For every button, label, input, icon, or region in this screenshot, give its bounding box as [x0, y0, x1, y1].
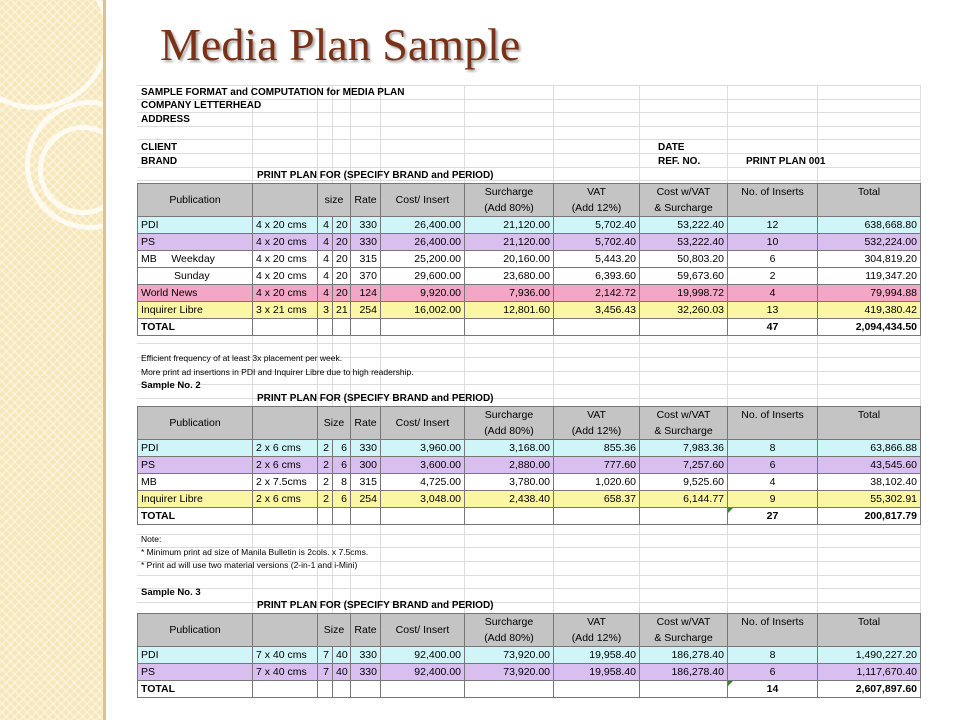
col-vat [554, 407, 640, 440]
cell-inserts: 6 [728, 251, 818, 268]
table-row [138, 664, 921, 681]
note-line: Note: [141, 534, 162, 544]
cell-publication: PS [138, 664, 253, 681]
cell-surcharge: 2,880.00 [465, 457, 554, 474]
cell-vat: 6,393.60 [554, 268, 640, 285]
col-no-of-inserts: No. of Inserts [728, 407, 818, 440]
col-vat-line1: VAT [587, 409, 606, 421]
cell-inserts: 8 [728, 647, 818, 664]
cell-vat: 19,958.40 [554, 647, 640, 664]
cell-rate: 315 [351, 474, 381, 491]
col-vat-line1: VAT [587, 186, 606, 198]
cell-inserts: 4 [728, 474, 818, 491]
cell-cost: 25,200.00 [381, 251, 465, 268]
col-blank [253, 407, 318, 440]
cell-cost-w-vat: 32,260.03 [640, 302, 728, 319]
print-plan-label-3: PRINT PLAN FOR (SPECIFY BRAND and PERIOD) [257, 600, 494, 611]
col-cost-insert: Cost/ Insert [381, 407, 465, 440]
cell-cost-w-vat: 9,525.60 [640, 474, 728, 491]
gridline-horizontal [137, 85, 920, 86]
col-total: Total [818, 407, 921, 440]
col-size: size [318, 184, 351, 217]
cell-cost-w-vat: 186,278.40 [640, 664, 728, 681]
table-row [138, 268, 921, 285]
col-surcharge-line2: (Add 80%) [484, 425, 534, 437]
cell-cols: 4 [318, 285, 333, 302]
gridline-horizontal [137, 534, 920, 535]
cell-inserts: 4 [728, 285, 818, 302]
cell-publication: PS [138, 234, 253, 251]
gridline-horizontal [137, 384, 920, 385]
cell-total: 55,302.91 [818, 491, 921, 508]
table-header-row [138, 407, 921, 440]
col-cost-w-vat-line1: Cost w/VAT [656, 616, 711, 628]
cell-surcharge: 20,160.00 [465, 251, 554, 268]
col-surcharge-line1: Surcharge [484, 616, 534, 628]
col-no-of-inserts: No. of Inserts [728, 184, 818, 217]
col-no-of-inserts: No. of Inserts [728, 614, 818, 647]
col-vat-line2: (Add 12%) [571, 632, 622, 644]
cell-height: 40 [333, 647, 351, 664]
cell-cost-w-vat: 59,673.60 [640, 268, 728, 285]
cell-cols: 7 [318, 647, 333, 664]
col-cost-insert: Cost/ Insert [381, 614, 465, 647]
cell-size: 2 x 6 cms [253, 457, 318, 474]
cell-size: 2 x 7.5cms [253, 474, 318, 491]
cell-inserts: 2 [728, 268, 818, 285]
cell-publication: PS [138, 457, 253, 474]
cell-cols: 4 [318, 217, 333, 234]
cell-vat: 855.36 [554, 440, 640, 457]
cell-vat: 777.60 [554, 457, 640, 474]
col-cost-w-vat-line1: Cost w/VAT [656, 186, 711, 198]
cell-surcharge: 73,920.00 [465, 647, 554, 664]
cell-publication: PDI [138, 440, 253, 457]
cell-vat: 1,020.60 [554, 474, 640, 491]
cell-height: 8 [333, 474, 351, 491]
cell-vat: 5,443.20 [554, 251, 640, 268]
cell-publication: Inquirer Libre [138, 491, 253, 508]
cell-cost: 92,400.00 [381, 664, 465, 681]
gridline-horizontal [137, 180, 920, 181]
cell-cost: 3,960.00 [381, 440, 465, 457]
table-row [138, 491, 921, 508]
swirl-ornament [38, 125, 128, 215]
col-surcharge [465, 614, 554, 647]
cell-inserts: 9 [728, 491, 818, 508]
table-row [138, 251, 921, 268]
ref-no-label: REF. NO. [658, 156, 701, 167]
col-vat-line2: (Add 12%) [571, 202, 622, 214]
gridline-horizontal [137, 139, 920, 140]
header-line-1: SAMPLE FORMAT and COMPUTATION for MEDIA PLAN [141, 87, 405, 98]
col-vat-line1: VAT [587, 616, 606, 628]
cell-surcharge: 73,920.00 [465, 664, 554, 681]
cell-vat: 658.37 [554, 491, 640, 508]
cell-cost-w-vat: 53,222.40 [640, 234, 728, 251]
cell-height: 20 [333, 234, 351, 251]
cell-cols: 4 [318, 251, 333, 268]
decorative-side-panel [0, 0, 106, 720]
media-plan-table-2 [137, 406, 921, 525]
gridline-horizontal [137, 112, 920, 113]
cell-cost: 26,400.00 [381, 234, 465, 251]
cell-size: 7 x 40 cms [253, 664, 318, 681]
col-cost-w-vat-line2: & Surcharge [654, 202, 713, 214]
cell-size: 4 x 20 cms [253, 217, 318, 234]
cell-surcharge: 23,680.00 [465, 268, 554, 285]
cell-cost: 3,048.00 [381, 491, 465, 508]
cell-cost: 92,400.00 [381, 647, 465, 664]
swirl-ornament [0, 0, 110, 110]
cell-inserts: 12 [728, 217, 818, 234]
col-publication: Publication [138, 407, 253, 440]
grand-total: 200,817.79 [818, 508, 921, 525]
brand-label: BRAND [141, 156, 178, 167]
cell-height: 20 [333, 251, 351, 268]
cell-cost-w-vat: 7,983.36 [640, 440, 728, 457]
cell-cost: 9,920.00 [381, 285, 465, 302]
cell-height: 6 [333, 440, 351, 457]
col-surcharge [465, 184, 554, 217]
cell-total: 1,490,227.20 [818, 647, 921, 664]
cell-cost-w-vat: 53,222.40 [640, 217, 728, 234]
total-row [138, 508, 921, 525]
gridline-vertical [920, 85, 921, 699]
table-row [138, 440, 921, 457]
cell-total: 304,819.20 [818, 251, 921, 268]
gridline-horizontal [137, 575, 920, 576]
table-row [138, 234, 921, 251]
col-vat [554, 614, 640, 647]
cell-publication: PDI [138, 647, 253, 664]
cell-cost-w-vat: 186,278.40 [640, 647, 728, 664]
cell-height: 20 [333, 217, 351, 234]
cell-height: 6 [333, 491, 351, 508]
cell-total: 119,347.20 [818, 268, 921, 285]
gridline-horizontal [137, 153, 920, 154]
cell-height: 40 [333, 664, 351, 681]
cell-rate: 370 [351, 268, 381, 285]
cell-surcharge: 2,438.40 [465, 491, 554, 508]
sample-2-label: Sample No. 2 [141, 380, 201, 391]
cell-inserts: 6 [728, 664, 818, 681]
cell-inserts: 8 [728, 440, 818, 457]
cell-vat: 5,702.40 [554, 234, 640, 251]
cell-cost: 16,002.00 [381, 302, 465, 319]
date-label: DATE [658, 142, 685, 153]
gridline-vertical [727, 85, 728, 699]
client-label: CLIENT [141, 142, 178, 153]
cell-size: 3 x 21 cms [253, 302, 318, 319]
cell-surcharge: 21,120.00 [465, 217, 554, 234]
gridline-horizontal [137, 398, 920, 399]
gridline-vertical [252, 85, 253, 699]
col-publication: Publication [138, 184, 253, 217]
cell-cols: 4 [318, 268, 333, 285]
col-publication: Publication [138, 614, 253, 647]
table-row [138, 285, 921, 302]
cell-rate: 330 [351, 647, 381, 664]
cell-cost-w-vat: 50,803.20 [640, 251, 728, 268]
cell-total: 638,668.80 [818, 217, 921, 234]
note-line: Efficient frequency of at least 3x placement per week. [141, 353, 343, 363]
col-cost-w-vat [640, 614, 728, 647]
cell-total: 43,545.60 [818, 457, 921, 474]
cell-surcharge: 12,801.60 [465, 302, 554, 319]
cell-publication: PDI [138, 217, 253, 234]
table-row [138, 302, 921, 319]
cell-cols: 2 [318, 457, 333, 474]
cell-inserts: 10 [728, 234, 818, 251]
cell-total: 1,117,670.40 [818, 664, 921, 681]
gridline-vertical [639, 85, 640, 699]
cell-size: 2 x 6 cms [253, 440, 318, 457]
header-line-2: COMPANY LETTERHEAD [141, 100, 262, 111]
cell-vat: 5,702.40 [554, 217, 640, 234]
col-total: Total [818, 614, 921, 647]
cell-size: 7 x 40 cms [253, 647, 318, 664]
col-vat [554, 184, 640, 217]
total-row [138, 319, 921, 336]
cell-size: 4 x 20 cms [253, 285, 318, 302]
slide-title: Media Plan Sample [160, 19, 521, 70]
cell-publication: MB Weekday [138, 251, 253, 268]
cell-inserts: 13 [728, 302, 818, 319]
col-rate: Rate [351, 407, 381, 440]
col-surcharge-line1: Surcharge [484, 186, 534, 198]
print-plan-number: PRINT PLAN 001 [746, 156, 826, 167]
grand-total: 2,607,897.60 [818, 681, 921, 698]
print-plan-label-1: PRINT PLAN FOR (SPECIFY BRAND and PERIOD) [257, 170, 494, 181]
col-cost-w-vat [640, 184, 728, 217]
cell-vat: 2,142.72 [554, 285, 640, 302]
col-size: Size [318, 614, 351, 647]
col-rate: Rate [351, 184, 381, 217]
col-blank [253, 184, 318, 217]
cell-total: 63,866.88 [818, 440, 921, 457]
cell-size: 2 x 6 cms [253, 491, 318, 508]
col-cost-w-vat [640, 407, 728, 440]
cell-total: 532,224.00 [818, 234, 921, 251]
total-inserts: 47 [728, 319, 818, 336]
table-header-row [138, 184, 921, 217]
table-row [138, 457, 921, 474]
cell-cols: 3 [318, 302, 333, 319]
note-line: * Minimum print ad size of Manila Bulletin is 2cols. x 7.5cms. [141, 547, 369, 557]
cell-size: 4 x 20 cms [253, 251, 318, 268]
cell-height: 20 [333, 268, 351, 285]
gridline-horizontal [137, 343, 920, 344]
grand-total: 2,094,434.50 [818, 319, 921, 336]
col-rate: Rate [351, 614, 381, 647]
cell-surcharge: 21,120.00 [465, 234, 554, 251]
print-plan-label-2: PRINT PLAN FOR (SPECIFY BRAND and PERIOD) [257, 393, 494, 404]
note-line: More print ad insertions in PDI and Inquirer Libre due to high readership. [141, 367, 414, 377]
cell-cols: 2 [318, 491, 333, 508]
cell-cost-w-vat: 19,998.72 [640, 285, 728, 302]
col-cost-w-vat-line1: Cost w/VAT [656, 409, 711, 421]
cell-inserts: 6 [728, 457, 818, 474]
col-surcharge [465, 407, 554, 440]
cell-height: 20 [333, 285, 351, 302]
cell-rate: 315 [351, 251, 381, 268]
note-line: * Print ad will use two material versions (2-in-1 and i-Mini) [141, 560, 358, 570]
cell-rate: 300 [351, 457, 381, 474]
total-inserts: 27 [728, 508, 818, 525]
cell-rate: 330 [351, 217, 381, 234]
cell-size: 4 x 20 cms [253, 268, 318, 285]
gridline-horizontal [137, 602, 920, 603]
cell-surcharge: 3,780.00 [465, 474, 554, 491]
gridline-vertical [817, 85, 818, 699]
cell-publication: Sunday [138, 268, 253, 285]
spreadsheet [137, 85, 920, 699]
cell-vat: 3,456.43 [554, 302, 640, 319]
cell-cols: 4 [318, 234, 333, 251]
side-divider [103, 0, 106, 720]
total-row [138, 681, 921, 698]
table-row [138, 647, 921, 664]
cell-cols: 7 [318, 664, 333, 681]
gridline-horizontal [137, 588, 920, 589]
col-surcharge-line1: Surcharge [484, 409, 534, 421]
cell-rate: 330 [351, 664, 381, 681]
cell-vat: 19,958.40 [554, 664, 640, 681]
cell-total: 419,380.42 [818, 302, 921, 319]
table-row [138, 217, 921, 234]
total-inserts: 14 [728, 681, 818, 698]
cell-total: 79,994.88 [818, 285, 921, 302]
cell-rate: 330 [351, 234, 381, 251]
total-label: TOTAL [138, 319, 253, 336]
col-cost-w-vat-line2: & Surcharge [654, 632, 713, 644]
media-plan-table-1 [137, 183, 921, 336]
gridline-horizontal [137, 126, 920, 127]
total-label: TOTAL [138, 681, 253, 698]
cell-cost: 3,600.00 [381, 457, 465, 474]
cell-cost-w-vat: 7,257.60 [640, 457, 728, 474]
cell-surcharge: 7,936.00 [465, 285, 554, 302]
cell-cost: 29,600.00 [381, 268, 465, 285]
cell-total: 38,102.40 [818, 474, 921, 491]
cell-cost-w-vat: 6,144.77 [640, 491, 728, 508]
col-size: Size [318, 407, 351, 440]
sample-3-label: Sample No. 3 [141, 587, 201, 598]
cell-publication: World News [138, 285, 253, 302]
cell-surcharge: 3,168.00 [465, 440, 554, 457]
cell-rate: 254 [351, 491, 381, 508]
table-header-row [138, 614, 921, 647]
col-cost-insert: Cost/ Insert [381, 184, 465, 217]
cell-height: 6 [333, 457, 351, 474]
header-line-3: ADDRESS [141, 114, 190, 125]
col-surcharge-line2: (Add 80%) [484, 202, 534, 214]
cell-size: 4 x 20 cms [253, 234, 318, 251]
cell-cost: 26,400.00 [381, 217, 465, 234]
col-vat-line2: (Add 12%) [571, 425, 622, 437]
cell-rate: 124 [351, 285, 381, 302]
gridline-vertical [553, 85, 554, 699]
col-total: Total [818, 184, 921, 217]
table-row [138, 474, 921, 491]
cell-height: 21 [333, 302, 351, 319]
col-surcharge-line2: (Add 80%) [484, 632, 534, 644]
media-plan-table-3 [137, 613, 921, 698]
cell-publication: MB [138, 474, 253, 491]
cell-cols: 2 [318, 474, 333, 491]
total-label: TOTAL [138, 508, 253, 525]
cell-rate: 330 [351, 440, 381, 457]
cell-publication: Inquirer Libre [138, 302, 253, 319]
col-cost-w-vat-line2: & Surcharge [654, 425, 713, 437]
cell-cols: 2 [318, 440, 333, 457]
cell-rate: 254 [351, 302, 381, 319]
cell-cost: 4,725.00 [381, 474, 465, 491]
col-blank [253, 614, 318, 647]
